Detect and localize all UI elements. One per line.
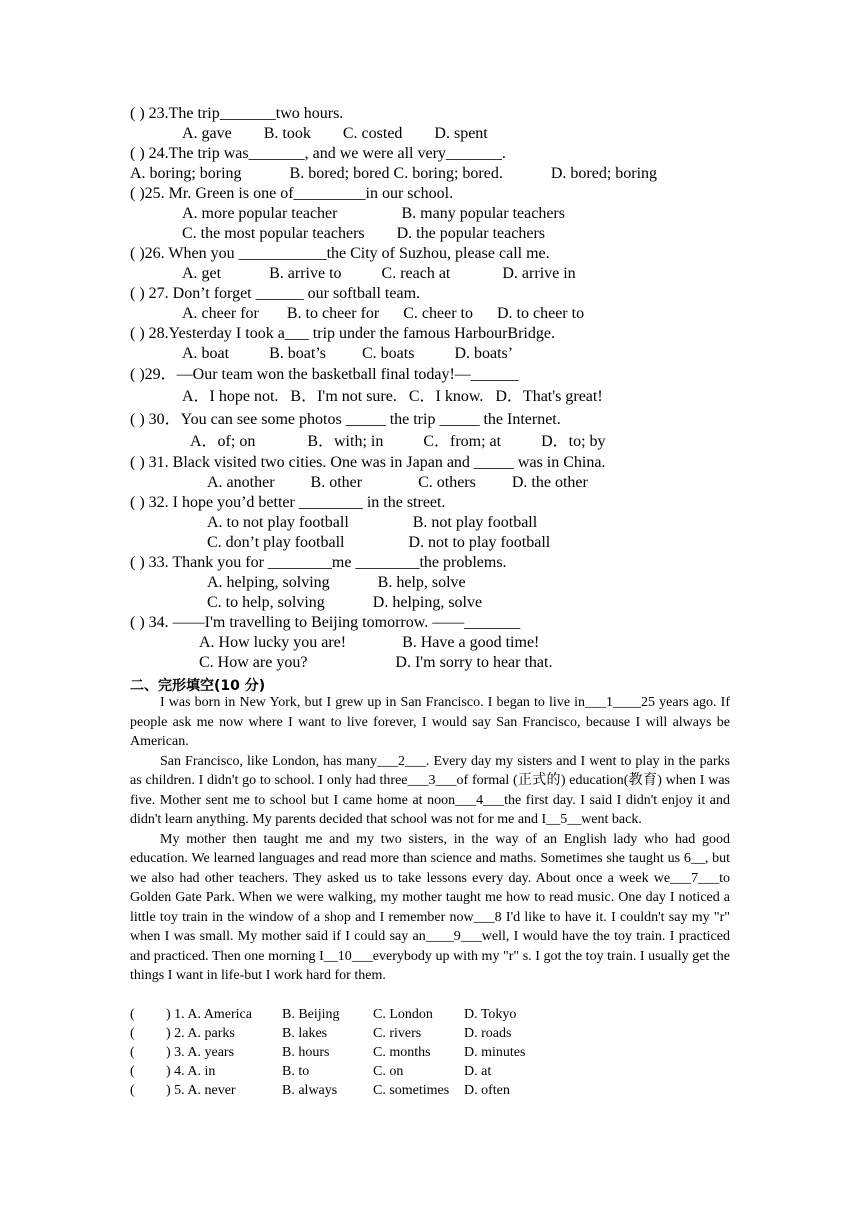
question-33: ( ) 33. Thank you for ________me ________the problems.: [130, 554, 507, 571]
question-29-options: A．I hope not. B．I'm not sure. C．I know. D．That's great!: [182, 388, 603, 405]
cloze-paragraph-3: My mother then taught me and my two sisters, in the way of an English lady who had good education. We learned languages and read more than science and maths. Sometimes she taught us 6__, but we also had other teachers. They asked us to take lessons every day. About once a week we___7___to Golden Gate Park. When we were walking, my mother taught me how to read music. One day I noticed a little toy train in the window of a shop and I remember now___8 I'd like to have it. I couldn't say my "r" when I was small. My mother said if I could say an____9___well, I would have the toy train. I practiced and practiced. Then one morning I__10___everybody up with my "r" s. I got the toy train. I usually get the things I want in life-but I work hard for them.: [130, 831, 730, 983]
question-27: ( ) 27. Don’t forget ______ our softball team.: [130, 285, 421, 302]
cloze-passage: [130, 693, 730, 986]
question-32-options-cd: C. don’t play football D. not to play football: [207, 534, 551, 551]
cloze-paragraph-1: I was born in New York, but I grew up in San Francisco. I began to live in___1____25 years ago. If people ask me now where I want to live forever, I would say San Francisco, because I will always be American.: [130, 695, 730, 749]
question-33-options-cd: C. to help, solving D. helping, solve: [207, 594, 483, 611]
question-23: ( ) 23.The trip_______two hours.: [130, 105, 344, 122]
question-25: ( )25. Mr. Green is one of_________in our school.: [130, 185, 454, 202]
question-26: ( )26. When you ___________the City of Suzhou, please call me.: [130, 245, 550, 262]
question-25-options-ab: A. more popular teacher B. many popular teachers: [182, 205, 565, 222]
question-32: ( ) 32. I hope you’d better ________ in the street.: [130, 494, 446, 511]
question-30-options: A．of; on B．with; in C．from; at D．to; by: [190, 433, 606, 450]
question-34: ( ) 34. ——I'm travelling to Beijing tomorrow. ——_______: [130, 614, 521, 631]
cloze-option-row: ( ) 4. A. in B. to C. on D. at: [130, 1064, 492, 1079]
question-27-options: A. cheer for B. to cheer for C. cheer to D. to cheer to: [182, 305, 585, 322]
question-25-options-cd: C. the most popular teachers D. the popular teachers: [182, 225, 545, 242]
section-title: 二、完形填空(10 分): [130, 678, 266, 694]
cloze-option-row: ( ) 2. A. parks B. lakes C. rivers D. roads: [130, 1026, 512, 1041]
question-34-options-cd: C. How are you? D. I'm sorry to hear that.: [199, 654, 553, 671]
cloze-option-row: ( ) 5. A. never B. always C. sometimes D. often: [130, 1083, 510, 1098]
question-31-options: A. another B. other C. others D. the other: [207, 474, 588, 491]
question-29: ( )29．—Our team won the basketball final today!—______: [130, 366, 519, 383]
question-28: ( ) 28.Yesterday I took a___ trip under the famous HarbourBridge.: [130, 325, 555, 342]
cloze-paragraph-2: San Francisco, like London, has many___2___. Every day my sisters and I went to play in the parks as children. I didn't go to school. I only had three___3___of formal (正式的) education(教育) when I was five. Mother sent me to school but I came home at noon___4___the first day. I said I didn't enjoy it and didn't learn anything. My parents decided that school was not for me and I__5__went back.: [130, 753, 730, 827]
question-24: ( ) 24.The trip was_______, and we were all very_______.: [130, 145, 506, 162]
question-33-options-ab: A. helping, solving B. help, solve: [207, 574, 466, 591]
question-23-options: A. gave B. took C. costed D. spent: [182, 125, 488, 142]
cloze-option-row: ( ) 3. A. years B. hours C. months D. minutes: [130, 1045, 526, 1060]
question-32-options-ab: A. to not play football B. not play football: [207, 514, 538, 531]
question-24-options: A. boring; boring B. bored; bored C. boring; bored. D. bored; boring: [130, 165, 658, 182]
question-26-options: A. get B. arrive to C. reach at D. arrive in: [182, 265, 576, 282]
question-28-options: A. boat B. boat’s C. boats D. boats’: [182, 345, 514, 362]
cloze-option-row: ( ) 1. A. America B. Beijing C. London D. Tokyo: [130, 1007, 517, 1022]
question-31: ( ) 31. Black visited two cities. One was in Japan and _____ was in China.: [130, 454, 606, 471]
question-34-options-ab: A. How lucky you are! B. Have a good time!: [199, 634, 540, 651]
question-30: ( ) 30．You can see some photos _____ the trip _____ the Internet.: [130, 411, 561, 428]
